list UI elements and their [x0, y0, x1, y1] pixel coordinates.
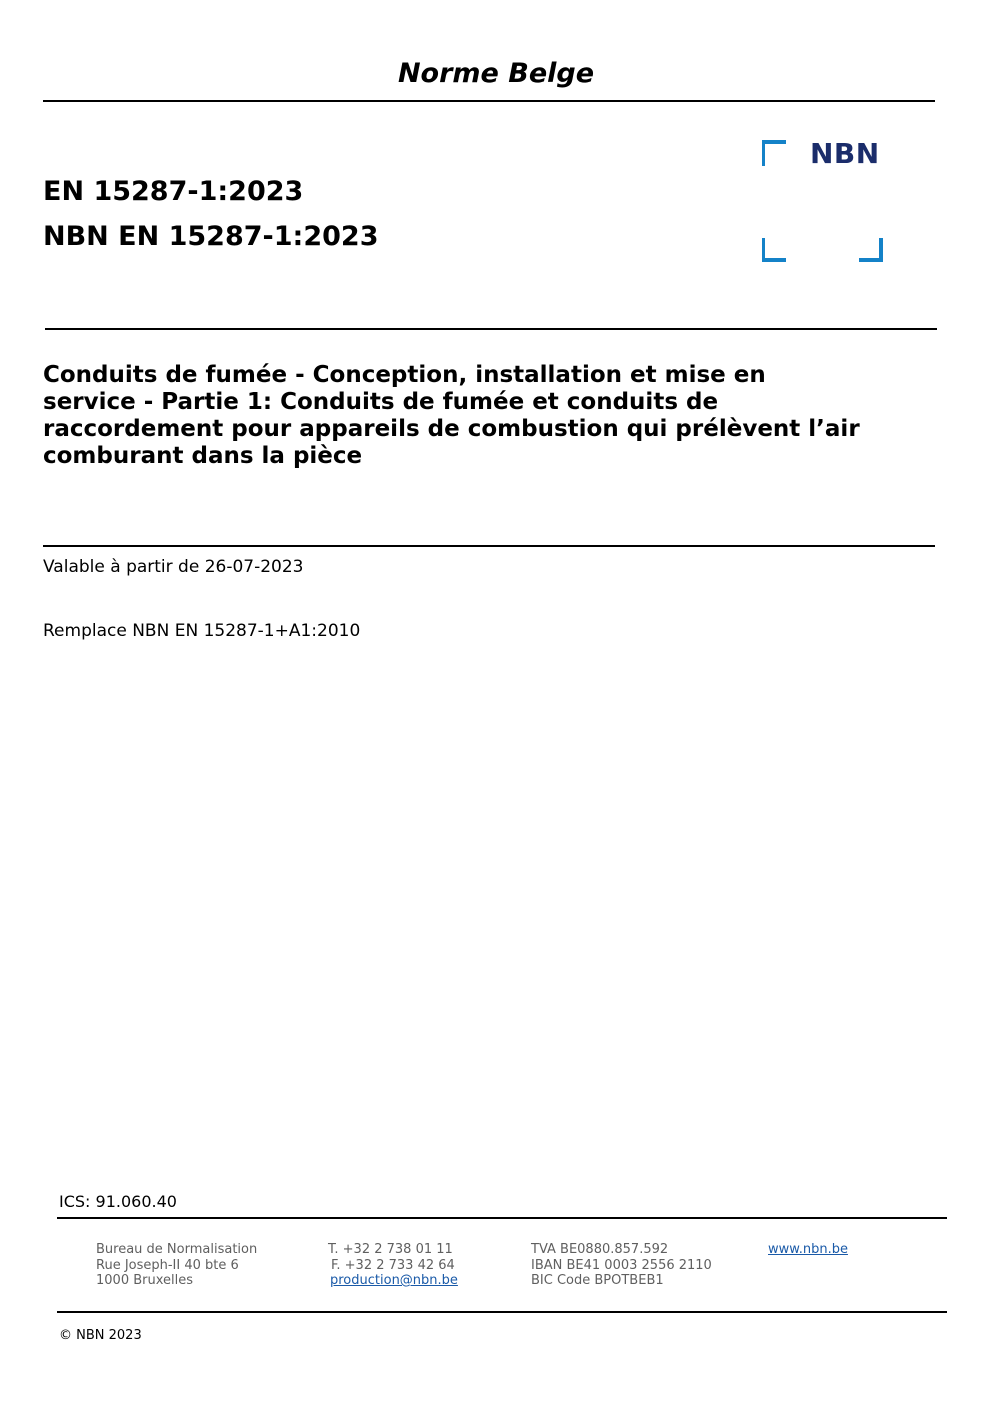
logo-text: NBN	[810, 137, 880, 170]
email-link[interactable]: production@nbn.be	[330, 1273, 458, 1288]
en-standard-number: EN 15287-1:2023	[43, 176, 304, 207]
bic-code: BIC Code BPOTBEB1	[531, 1273, 664, 1288]
title-line: raccordement pour appareils de combustion qui prélèvent l’air	[43, 416, 860, 442]
footer-contact	[328, 1242, 458, 1289]
iban-number: IBAN BE41 0003 2556 2110	[531, 1257, 712, 1273]
header-title: Norme Belge	[397, 58, 595, 89]
title-line: service - Partie 1: Conduits de fumée et conduits de	[43, 389, 719, 415]
website-link[interactable]: www.nbn.be	[768, 1242, 848, 1257]
ics-code: ICS: 91.060.40	[59, 1192, 177, 1211]
document-title	[43, 362, 903, 470]
phone-number: T. +32 2 738 01 11	[328, 1242, 453, 1257]
title-line: Conduits de fumée - Conception, installation et mise en	[43, 362, 766, 388]
title-line: comburant dans la pièce	[43, 443, 363, 469]
footer-bottom-divider	[57, 1311, 947, 1313]
replaces-standard: Remplace NBN EN 15287-1+A1:2010	[43, 621, 361, 641]
footer-banking	[531, 1242, 712, 1289]
footer-top-divider	[57, 1217, 947, 1219]
title-bottom-divider	[43, 545, 935, 547]
copyright-notice: © NBN 2023	[59, 1328, 142, 1343]
address-line: Rue Joseph-II 40 bte 6	[96, 1257, 239, 1273]
address-line: Bureau de Normalisation	[96, 1242, 258, 1257]
title-top-divider	[45, 328, 937, 330]
valid-from-date: Valable à partir de 26-07-2023	[43, 557, 304, 577]
nbn-logo	[762, 137, 886, 264]
header-divider	[43, 100, 935, 102]
fax-number: F. +32 2 733 42 64	[331, 1257, 455, 1273]
footer-web	[768, 1242, 848, 1258]
vat-number: TVA BE0880.857.592	[531, 1242, 669, 1257]
nbn-standard-number: NBN EN 15287-1:2023	[43, 221, 379, 252]
address-line: 1000 Bruxelles	[96, 1273, 194, 1288]
footer-address	[96, 1242, 257, 1289]
